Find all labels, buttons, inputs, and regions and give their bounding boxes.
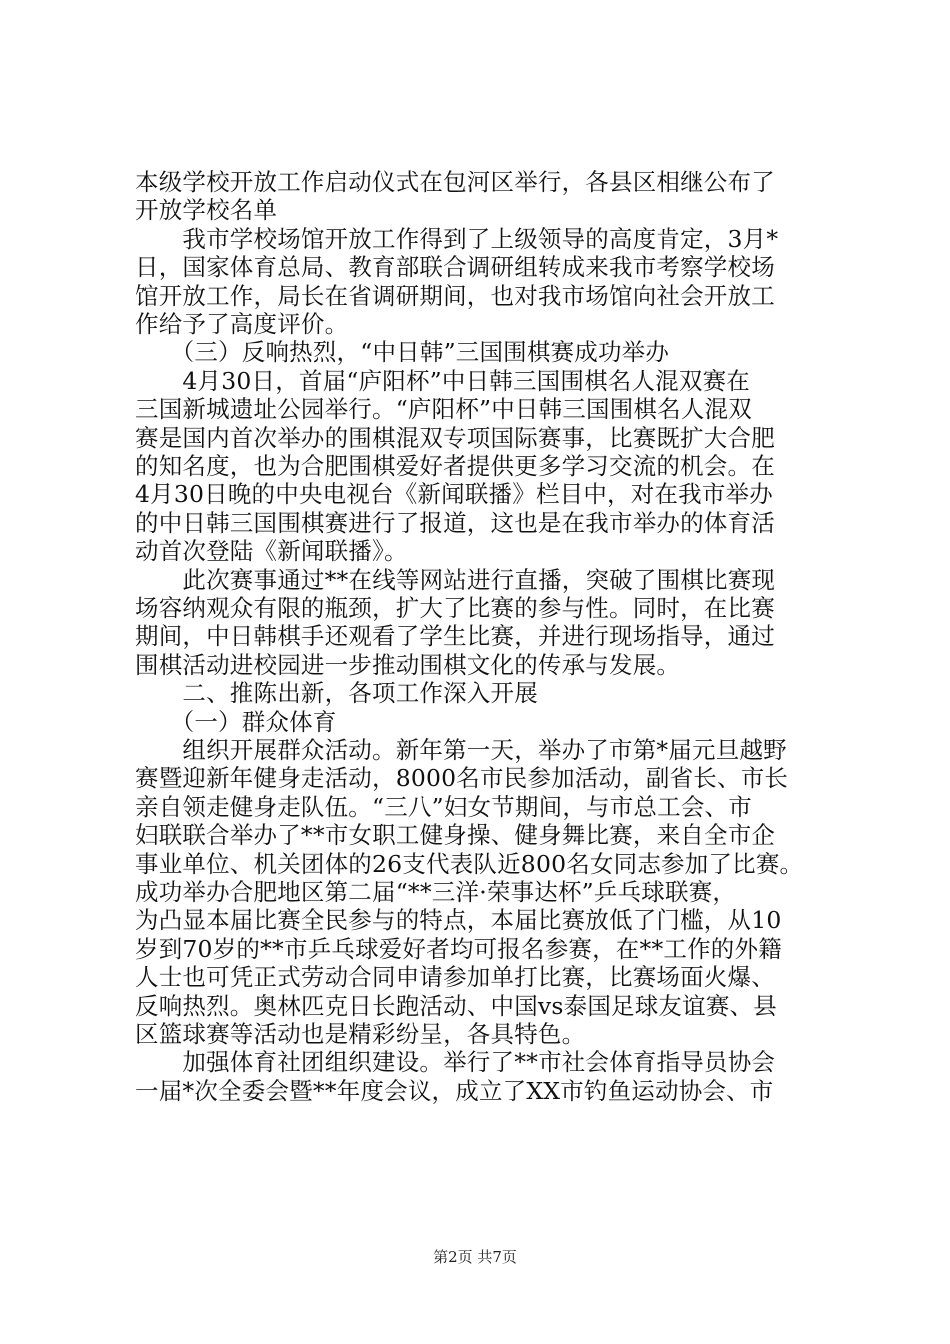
- text-line: 本级学校开放工作启动仪式在包河区举行，各县区相继公布了: [135, 168, 775, 196]
- text-line: 三国新城遗址公园举行。“庐阳杯”中日韩三国围棋名人混双: [135, 395, 752, 424]
- text-line: 赛暨迎新年健身走活动，8000名市民参加活动，副省长、市长: [135, 764, 789, 793]
- text-line: 区篮球赛等活动也是精彩纷呈，各具特色。: [135, 1020, 586, 1048]
- text-line: 围棋活动进校园进一步推动围棋文化的传承与发展。: [135, 650, 681, 679]
- text-line: （三）反响热烈，“中日韩”三国围棋赛成功举办: [135, 338, 670, 367]
- text-line: 事业单位、机关团体的26支代表队近800名女同志参加了比赛。: [135, 849, 804, 878]
- text-line: 的中日韩三国围棋赛进行了报道，这也是在我市举办的体育活: [135, 508, 775, 537]
- text-line: 开放学校名单: [135, 196, 278, 225]
- text-line: 成功举办合肥地区第二届“**三洋·荣事达杯”乒乓球联赛，: [135, 878, 737, 906]
- text-line: 反响热烈。奥林匹克日长跑活动、中国vs泰国足球友谊赛、县: [135, 991, 777, 1020]
- text-line: 人士也可凭正式劳动合同申请参加单打比赛，比赛场面火爆、: [135, 963, 775, 992]
- text-line: 日，国家体育总局、教育部联合调研组转成来我市考察学校场: [135, 253, 775, 282]
- text-line: 加强体育社团组织建设。举行了**市社会体育指导员协会: [135, 1048, 776, 1077]
- page-footer: 第2页 共7页: [433, 1248, 517, 1266]
- text-line: 岁到70岁的**市乒乓球爱好者均可报名参赛，在**工作的外籍: [135, 934, 782, 963]
- text-line: 场容纳观众有限的瓶颈，扩大了比赛的参与性。同时，在比赛: [135, 594, 775, 622]
- text-line: 4月30日晚的中央电视台《新闻联播》栏目中，对在我市举办: [135, 480, 773, 509]
- text-line: （一）群众体育: [135, 707, 337, 736]
- text-line: 我市学校场馆开放工作得到了上级领导的高度肯定，3月*: [135, 224, 779, 253]
- text-line: 4月30日，首届“庐阳杯”中日韩三国围棋名人混双赛在: [135, 366, 750, 395]
- text-line: 组织开展群众活动。新年第一天，举办了市第*届元旦越野: [135, 736, 787, 764]
- text-line: 一届*次全委会暨**年度会议，成立了XX市钓鱼运动协会、市: [135, 1076, 774, 1105]
- text-line: 馆开放工作，局长在省调研期间，也对我市场馆向社会开放工: [135, 281, 775, 310]
- text-line: 动首次登陆《新闻联播》。: [135, 537, 408, 566]
- text-line: 二、推陈出新，各项工作深入开展: [135, 679, 538, 708]
- text-line: 的知名度，也为合肥围棋爱好者提供更多学习交流的机会。在: [135, 452, 775, 480]
- text-line: 期间，中日韩棋手还观看了学生比赛，并进行现场指导，通过: [135, 622, 775, 651]
- text-line: 赛是国内首次举办的围棋混双专项国际赛事，比赛既扩大合肥: [135, 423, 775, 452]
- text-line: 妇联联合举办了**市女职工健身操、健身舞比赛，来自全市企: [135, 821, 776, 850]
- text-line: 为凸显本届比赛全民参与的特点，本届比赛放低了门槛，从10: [135, 906, 782, 935]
- text-line: 此次赛事通过**在线等网站进行直播，突破了围棋比赛现: [135, 565, 776, 594]
- text-line: 作给予了高度评价。: [135, 310, 349, 338]
- text-line: 亲自领走健身走队伍。“三八”妇女节期间，与市总工会、市: [135, 792, 752, 821]
